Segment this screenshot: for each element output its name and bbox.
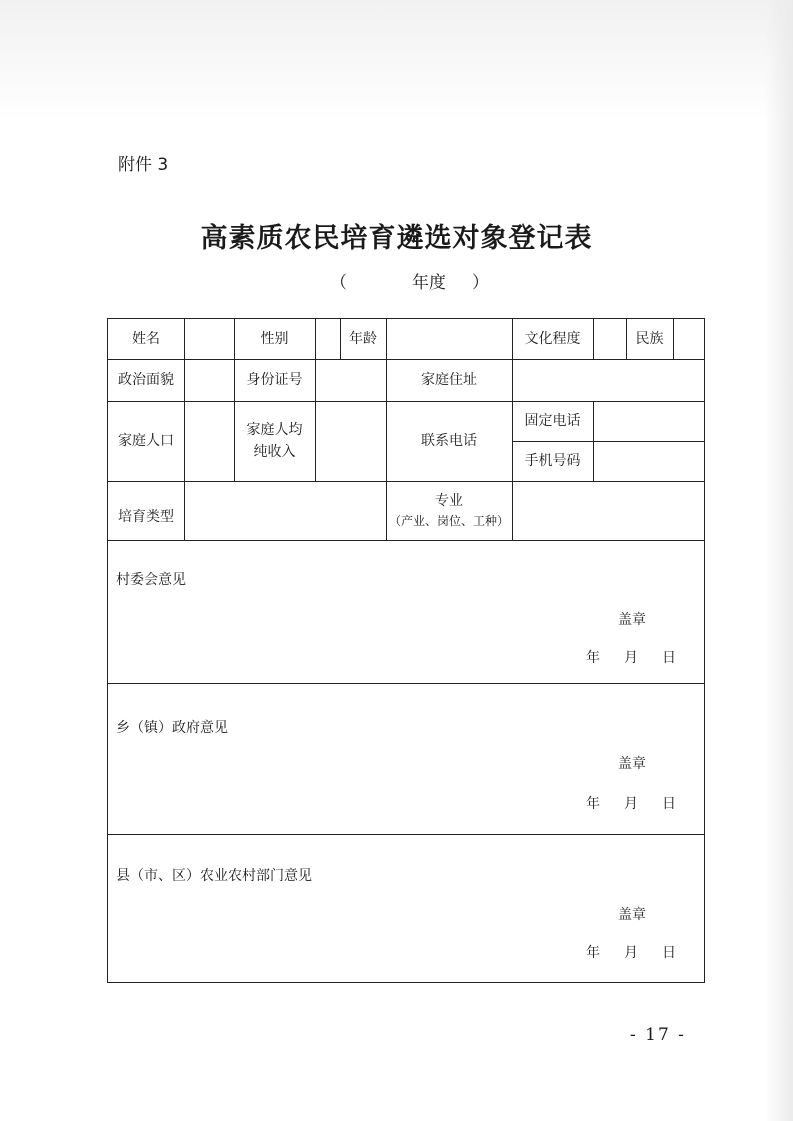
date-day: 日 — [662, 796, 676, 812]
year-open-paren: （ — [330, 273, 347, 293]
col-divider — [315, 359, 316, 481]
date-month: 月 — [624, 796, 638, 812]
township-government-opinion-label: 乡（镇）政府意见 — [116, 720, 228, 736]
label-name: 姓名 — [132, 330, 160, 347]
label-landline: 固定电话 — [524, 412, 581, 429]
col-divider — [386, 319, 387, 359]
label-mobile: 手机号码 — [524, 452, 581, 469]
date-year: 年 — [586, 945, 600, 961]
year-label: 年度 — [412, 273, 446, 293]
label-age: 年龄 — [349, 330, 377, 347]
date-year: 年 — [586, 650, 600, 666]
col-divider — [673, 319, 674, 359]
document-title: 高素质农民培育遴选对象登记表 — [200, 223, 593, 254]
income-line-2: 纯收入 — [253, 444, 296, 460]
scan-shadow-top — [0, 0, 793, 120]
col-divider — [315, 319, 316, 359]
date-month: 月 — [624, 650, 638, 666]
major-note: （产业、岗位、工种） — [388, 514, 509, 529]
row-divider — [108, 834, 704, 835]
col-divider — [593, 319, 594, 359]
seal-label: 盖章 — [618, 612, 646, 628]
date-year: 年 — [586, 796, 600, 812]
seal-label: 盖章 — [618, 907, 646, 923]
label-contact-phone: 联系电话 — [421, 432, 477, 449]
label-household-size: 家庭人口 — [118, 432, 174, 449]
label-gender: 性别 — [260, 330, 289, 347]
label-political-status: 政治面貌 — [118, 371, 174, 388]
scan-shadow-right — [765, 0, 793, 1121]
date-day: 日 — [662, 650, 676, 666]
col-divider — [184, 481, 185, 540]
date-month: 月 — [624, 945, 638, 961]
label-id-number: 身份证号 — [246, 371, 303, 388]
income-line-1: 家庭人均 — [246, 421, 303, 438]
col-divider — [593, 401, 594, 481]
label-major — [386, 481, 512, 540]
attachment-label: 附件 3 — [118, 155, 169, 175]
county-agriculture-dept-opinion-label: 县（市、区）农业农村部门意见 — [116, 868, 312, 884]
label-training-type: 培育类型 — [118, 509, 174, 526]
seal-label: 盖章 — [618, 756, 646, 772]
label-per-capita-income — [234, 401, 315, 481]
village-committee-opinion-label: 村委会意见 — [116, 572, 186, 588]
major-text: 专业 — [435, 492, 463, 509]
col-divider — [184, 359, 185, 481]
row-divider — [108, 683, 704, 684]
col-divider — [512, 481, 513, 540]
registration-form-table — [107, 318, 705, 983]
page-number: - 17 - — [630, 1025, 686, 1045]
year-close-paren: ） — [472, 273, 489, 293]
row-divider — [108, 540, 704, 541]
label-education: 文化程度 — [524, 330, 581, 347]
date-day: 日 — [662, 945, 676, 961]
label-ethnicity: 民族 — [635, 330, 664, 347]
label-home-address: 家庭住址 — [421, 371, 477, 388]
col-divider — [184, 319, 185, 359]
